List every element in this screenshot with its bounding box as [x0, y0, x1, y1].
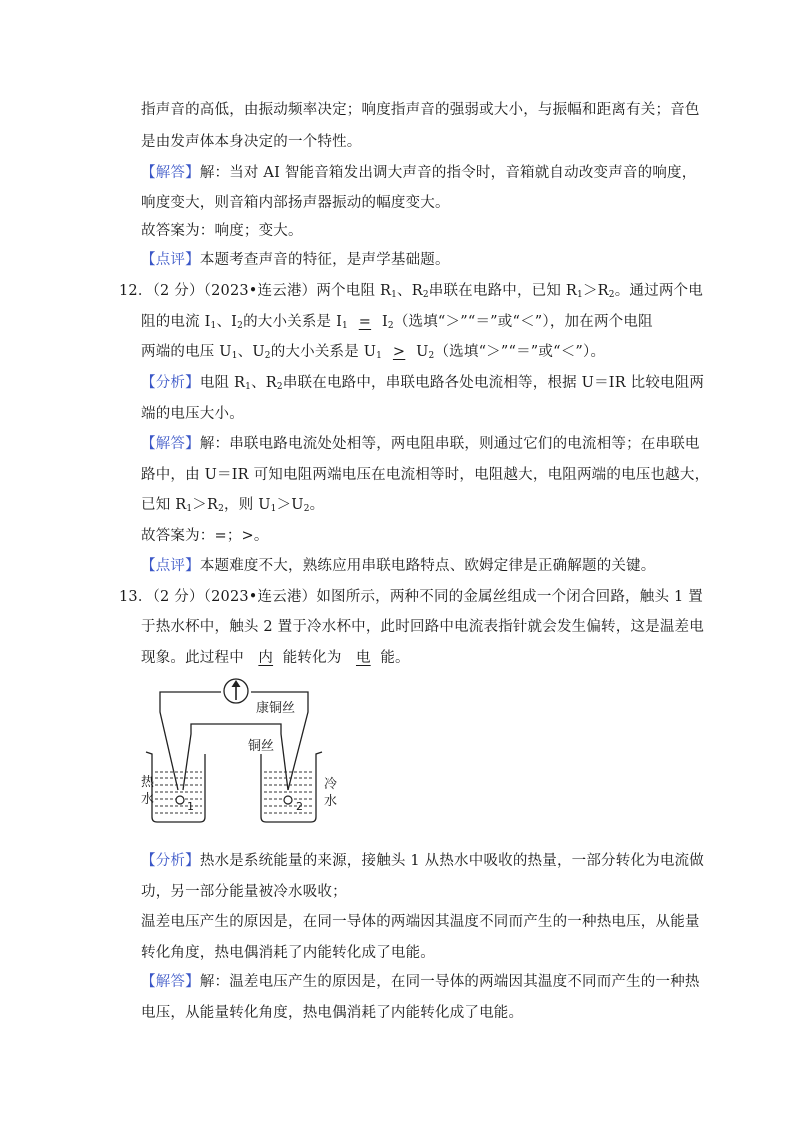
copper-wire — [183, 724, 288, 790]
answer-line: 【解答】解：串联电路电流处处相等，两电阻串联，则通过它们的电流相等；在串联电 — [141, 436, 700, 452]
contact-2 — [284, 796, 292, 804]
contact-1-label: 1 — [187, 800, 194, 813]
answer-blank: = — [358, 314, 372, 330]
cold-beaker — [261, 752, 322, 822]
text-line: 功，另一部分能量被冷水吸收； — [141, 884, 347, 900]
copper-label: 铜丝 — [248, 739, 275, 754]
contact-1 — [176, 796, 184, 804]
text-line: 路中，由 U＝IR 可知电阻两端电压在电流相等时，电阻越大，电阻两端的电压也越大， — [141, 467, 710, 483]
text-line: 指声音的高低，由振动频率决定；响度指声音的强弱或大小，与振幅和距离有关；音色 — [141, 102, 700, 118]
analysis-line: 【分析】热水是系统能量的来源，接触头 1 从热水中吸收的热量，一部分转化为电流做 — [141, 853, 704, 869]
question-13-line: 13．（2 分）（2023•连云港）如图所示，两种不同的金属丝组成一个闭合回路，触头 1 置 — [119, 589, 703, 605]
text-line: 响度变大，则音箱内部扬声器振动的幅度变大。 — [141, 195, 450, 211]
question-12-line: 阻的电流 $I_1$、$I_2$的大小关系是 $I_1 = I_2$（选填“＞”“＝”或“＜”），加在两个电阻 — [141, 314, 653, 331]
answer-line: 【解答】解：温差电压产生的原因是，在同一导体的两端因其温度不同而产生的一种热 — [141, 974, 700, 990]
text-line: 已知 $R_1>R_2$，则 $U_1>U_2$。 — [141, 497, 325, 514]
comment-line: 【点评】本题难度不大，熟练应用串联电路特点、欧姆定律是正确解题的关键。 — [141, 558, 656, 574]
question-12-line: 12．（2 分）（2023•连云港）两个电阻 $R_1$、$R_2$串联在电路中，已知 $R_1>R_2$。通过两个电 — [119, 283, 703, 300]
analysis-tag: 【分析】 — [141, 375, 200, 391]
answer-line: 【解答】解：当对 AI 智能音箱发出调大声音的指令时，音箱就自动改变声音的响度， — [141, 165, 697, 181]
answer-tag: 【解答】 — [141, 165, 200, 181]
question-13-line: 于热水杯中，触头 2 置于冷水杯中，此时回路中电流表指针就会发生偏转，这是温差电 — [141, 619, 704, 635]
answer-blank: 内 — [258, 650, 274, 666]
text-line: 故答案为：=；>。 — [141, 528, 269, 544]
question-13-line: 现象。此过程中 内 能转化为 电 能。 — [141, 650, 410, 666]
thermocouple-diagram — [138, 672, 338, 832]
text-line: 温差电压产生的原因是，在同一导体的两端因其温度不同而产生的一种热电压，从能量 — [141, 914, 700, 930]
text-line: 电压，从能量转化角度，热电偶消耗了内能转化成了电能。 — [141, 1005, 524, 1021]
answer-blank: 电 — [355, 650, 371, 666]
question-12-line: 两端的电压 $U_1$、$U_2$的大小关系是 $U_1 > U_2$（选填“＞”“＝”或“＜”）。 — [141, 344, 606, 361]
constantan-label: 康铜丝 — [256, 701, 296, 716]
answer-tag: 【解答】 — [141, 974, 200, 990]
hot-water-label: 热水 — [141, 775, 155, 807]
contact-2-label: 2 — [296, 800, 303, 813]
comment-tag: 【点评】 — [141, 558, 200, 574]
question-number: 13． — [119, 589, 153, 605]
text-line: 是由发声体本身决定的一个特性。 — [141, 134, 362, 150]
analysis-line: 【分析】电阻 $R_1$、$R_2$串联在电路中，串联电路各处电流相等，根据 U＝IR 比较电阻两 — [141, 375, 705, 392]
text-line: 端的电压大小。 — [141, 406, 244, 422]
question-number: 12． — [119, 283, 153, 299]
text-line: 转化角度，热电偶消耗了内能转化成了电能。 — [141, 945, 435, 961]
comment-line: 【点评】本题考查声音的特征，是声学基础题。 — [141, 252, 450, 268]
cold-water-label: 冷水 — [324, 777, 338, 809]
comment-tag: 【点评】 — [141, 252, 200, 268]
analysis-tag: 【分析】 — [141, 853, 200, 869]
text-line: 故答案为：响度；变大。 — [141, 223, 303, 239]
answer-tag: 【解答】 — [141, 436, 200, 452]
thermocouple-figure — [138, 672, 338, 832]
answer-blank: > — [392, 344, 406, 360]
